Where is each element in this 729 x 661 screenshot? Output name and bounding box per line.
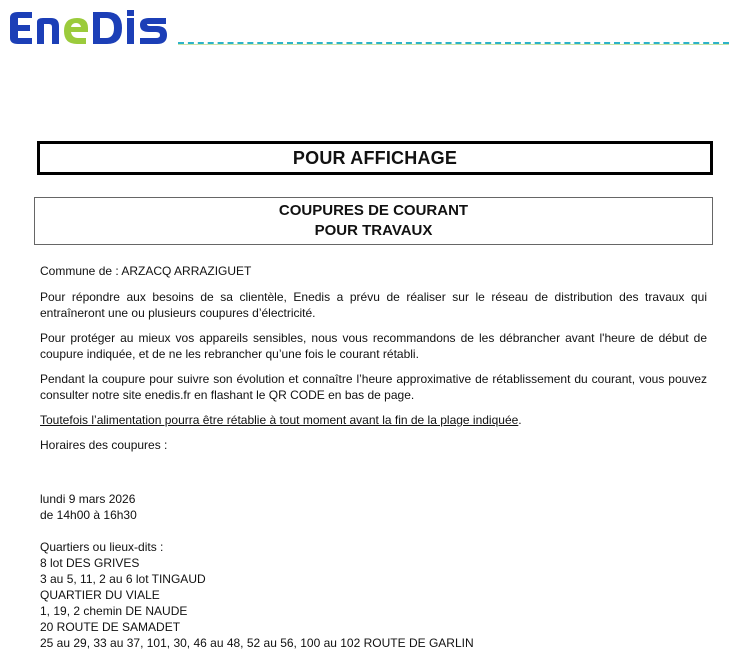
header-rule-accent <box>178 44 729 45</box>
location-item: 1, 19, 2 chemin DE NAUDE <box>40 604 188 618</box>
restore-notice-text: Toutefois l’alimentation pourra être rétablie à tout moment avant la fin de la plage indiquée <box>40 413 519 427</box>
outage-time: de 14h00 à 16h30 <box>40 508 137 522</box>
location-item: QUARTIER DU VIALE <box>40 588 160 602</box>
location-item: 25 au 29, 33 au 37, 101, 30, 46 au 48, 52 au 56, 100 au 102 ROUTE DE GARLIN <box>40 636 474 650</box>
notice-body <box>40 263 707 651</box>
location-item: 8 lot DES GRIVES <box>40 556 140 570</box>
enedis-logo <box>6 8 174 48</box>
commune-line: Commune de : ARZACQ ARRAZIGUET <box>40 264 252 278</box>
subtitle-line-2: POUR TRAVAUX <box>314 222 433 239</box>
paragraph-1: Pour répondre aux besoins de sa clientèle, Enedis a prévu de réaliser sur le réseau de distribution des travaux qui entraîneront une ou plusieurs coupures d’électricité. <box>40 290 707 320</box>
location-item: 3 au 5, 11, 2 au 6 lot TINGAUD <box>40 572 206 586</box>
paragraph-3: Pendant la coupure pour suivre son évolution et connaître l’heure approximative de rétablissement du courant, vous pouvez consulter notre site enedis.fr en flashant le QR CODE en bas de page. <box>40 372 707 402</box>
quartiers-label: Quartiers ou lieux-dits : <box>40 540 164 554</box>
location-item: 20 ROUTE DE SAMADET <box>40 620 181 634</box>
title-box <box>37 141 713 175</box>
subtitle-line-1: COUPURES DE COURANT <box>278 202 469 219</box>
title-label: POUR AFFICHAGE <box>292 147 458 168</box>
outage-date: lundi 9 mars 2026 <box>40 492 136 506</box>
restore-notice-period: . <box>518 413 522 427</box>
paragraph-2: Pour protéger au mieux vos appareils sensibles, nous vous recommandons de les débrancher avant l'heure de début de coupure indiquée, et de ne les rebrancher qu’une fois le courant rétabli. <box>40 331 707 361</box>
restore-notice <box>40 412 707 428</box>
horaires-label: Horaires des coupures : <box>40 438 168 452</box>
subtitle-box <box>34 197 713 245</box>
